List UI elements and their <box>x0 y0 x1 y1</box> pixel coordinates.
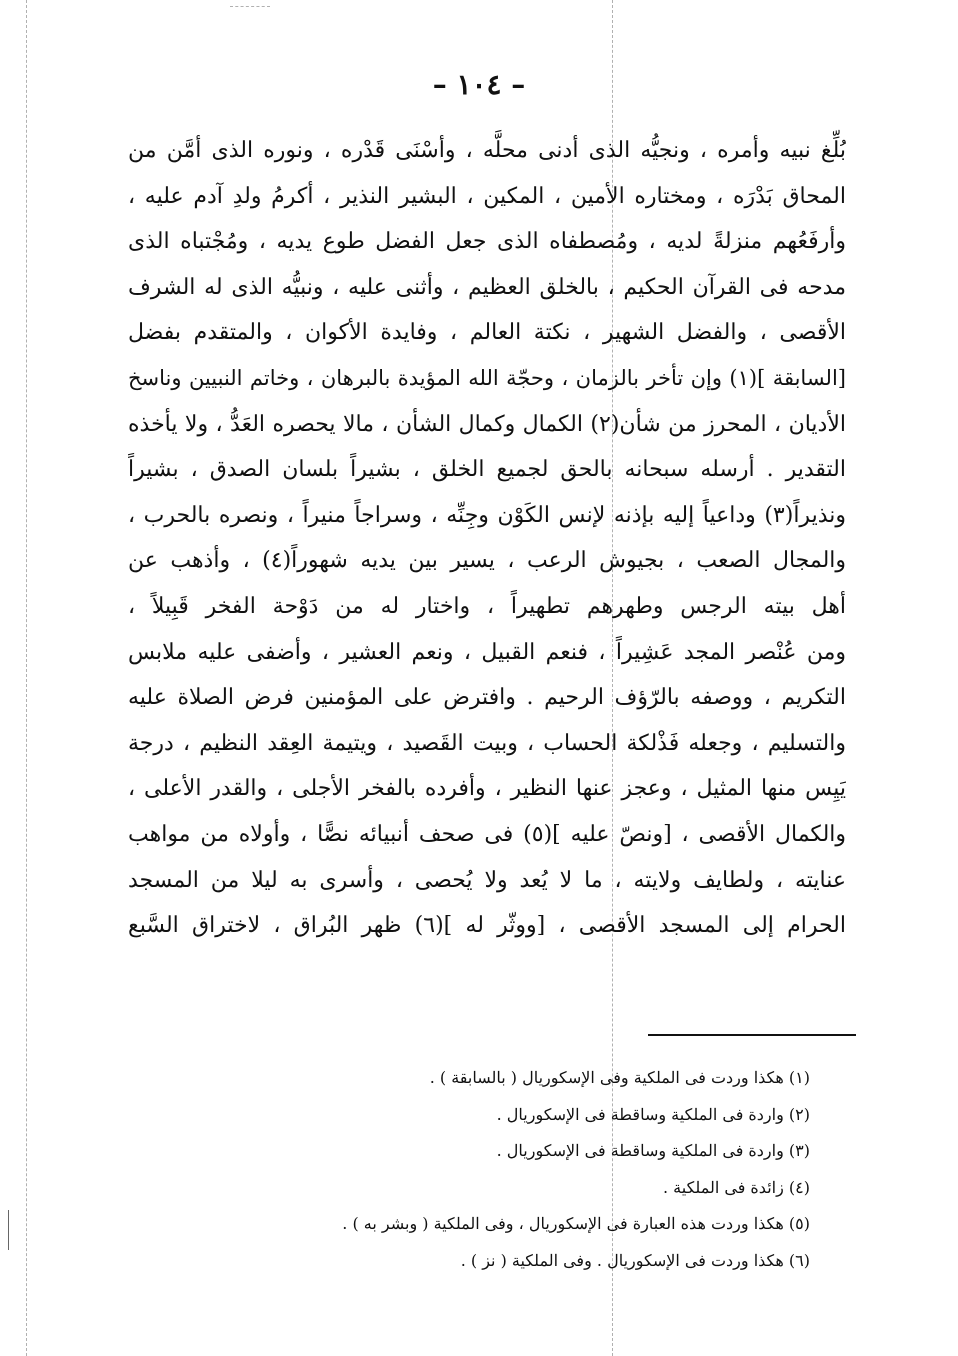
footnote: (٦) هكذا وردت فى الإسكوريال . وفى الملكية ( نز ) . <box>460 1250 810 1270</box>
text-line: المحاق بَدْرَه ، ومختاره الأمين ، المكين ، البشير النذير ، أكرمُ ولدِ آدم عليه ، <box>128 183 846 209</box>
scan-margin-line <box>26 0 27 1356</box>
page-number: – ١٠٤ – <box>432 68 526 101</box>
scan-edge-mark <box>8 1210 9 1250</box>
text-line: وأرفَعُهم منزلةً لديه ، ومُصطفاه الذى جعل الفضل طوع يديه ، ومُجْتباه الذى <box>128 229 846 255</box>
main-text <box>128 128 846 949</box>
footnote: (٣) واردة فى الملكية وساقطة فى الإسكوريال . <box>496 1141 810 1160</box>
text-line: والكمال الأقصى ، [ونصّ عليه ](٥) فى صحف أنبيائه نصًّا ، وأولاه من مواهب <box>128 821 846 847</box>
text-line: الحرام إلى المسجد الأقصى ، [ووثّر له ](٦) ظهر البُراق ، لاختراق السَّبع <box>128 913 846 939</box>
footnote: (٤) زائدة فى الملكية . <box>662 1177 810 1197</box>
footnote: (٥) هكذا وردت هذه العبارة فى الإسكوريال ، وفى الملكية ( وبشر به ) . <box>342 1214 810 1233</box>
footnote: (٢) واردة فى الملكية وساقطة فى الإسكوريال . <box>496 1104 810 1124</box>
text-line: عنايته ، ولطايف ولايته ، ما لا يُعد ولا يُحصى ، وأسرى به ليلا من المسجد <box>128 867 846 893</box>
text-line: التكريم ، ووصفه بالرّؤف الرحيم . وافترض على المؤمنين فرض الصلاة عليه <box>128 685 846 711</box>
text-line: والتسليم ، وجعله فَذْلكة الحساب ، وبيت القَصيد ، ويتيمة العِقد النظيم ، درجة <box>128 730 846 756</box>
scan-top-mark <box>230 6 270 7</box>
text-line: [السابقة ](١) وإن تأخر بالزمان ، وحجّة الله المؤيدة بالبرهان ، وخاتم النبيين وناسخ <box>128 365 846 390</box>
footnote: (١) هكذا وردت فى الملكية وفى الإسكوريال ( بالسابقة ) . <box>429 1068 810 1087</box>
text-line: الأديان ، المحرز من شأن(٢) الكمال وكمال الشأن ، مالا يحصره العَدُّ ، ولا يأخذه <box>128 411 846 437</box>
footnotes <box>200 1060 810 1279</box>
footnote-separator <box>648 1034 856 1036</box>
text-line: مدحه فى القرآن الحكيم ، بالخلق العظيم ، وأثنى عليه ، ونبيُّه الذى له الشرف <box>128 274 846 300</box>
text-line: الأقصى ، والفضل الشهير ، نكتة العالم ، وفايدة الأكوان ، والمتقدم بفضل <box>128 320 846 346</box>
text-line: التقدير . أرسله سبحانه بالحق لجميع الخلق ، بشيراً بلسان الصدق ، بشيراً <box>128 457 846 483</box>
text-line: ونذيراً(٣) وداعياً إليه بإذنه لإنس الكَوْن وجِنِّه ، وسراجاً منيراً ، ونصره بالحرب ، <box>128 502 846 528</box>
text-line: بُلِّغ نبيه وأمره ، ونجيُّه الذى أدنى محلَّه ، وأسْنَى قَدْره ، ونوره الذى أمَّن من <box>128 138 846 163</box>
text-line: أهل بيته الرجس وطهرهم تطهيراً ، واختار له من دَوْحة الفخر قَبِيلاً ، <box>128 593 846 619</box>
text-line: والمجال الصعب ، بجيوش الرعب ، يسير بين يديه شهوراً(٤) ، وأذهب عن <box>128 548 846 574</box>
text-line: يَيِس منها المثيل ، وعجز عنها النظير ، وأفرده بالفخر الأجلى ، والقدر الأعلى ، <box>128 776 846 802</box>
text-line: ومن عُنْصر المجد عَشِيراً ، فنعم القبيل ، ونعم العشير ، وأضفى عليه ملابس <box>128 639 846 665</box>
